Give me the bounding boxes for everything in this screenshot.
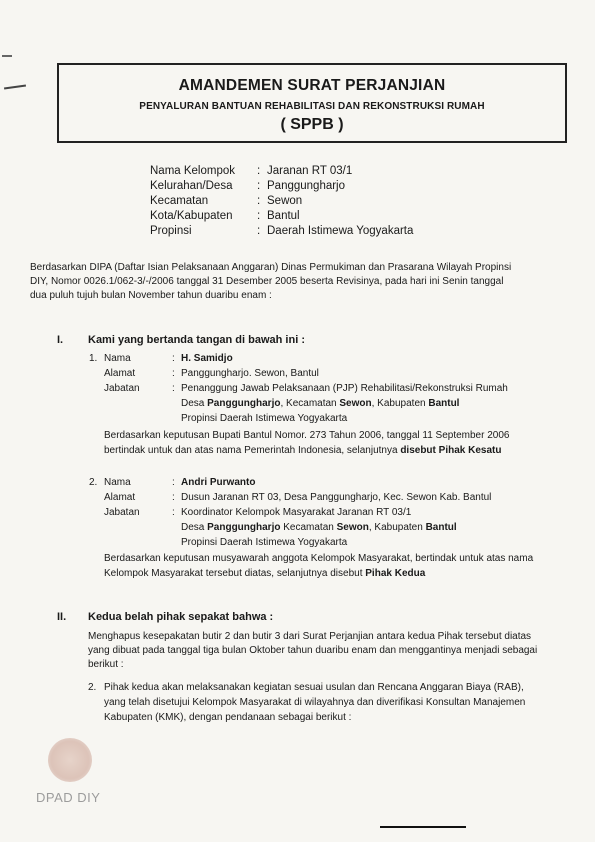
info-colon: : xyxy=(257,210,261,222)
party-field-label: Jabatan xyxy=(104,383,140,394)
party-basis: Berdasarkan keputusan musyawarah anggota Kelompok Masyarakat, bertindak untuk atas nama xyxy=(104,553,534,564)
title-box xyxy=(57,63,567,143)
party-position: Penanggung Jawab Pelaksanaan (PJP) Rehabilitasi/Rekonstruksi Rumah xyxy=(181,383,508,394)
section-paragraph-line: yang dibuat pada tanggal tiga bulan Oktober tahun duaribu enam dan menggantinya menjadi sebagai xyxy=(88,645,538,656)
document-subtitle: PENYALURAN BANTUAN REHABILITASI DAN REKONSTRUKSI RUMAH xyxy=(139,101,485,112)
party-field-label: Nama xyxy=(104,477,131,488)
info-value: Daerah Istimewa Yogyakarta xyxy=(267,225,414,237)
item-line: Pihak kedua akan melaksanakan kegiatan sesuai usulan dan Rencana Anggaran Biaya (RAB), xyxy=(104,682,524,693)
party-number: 1. xyxy=(89,353,98,364)
party-position-province: Propinsi Daerah Istimewa Yogyakarta xyxy=(181,413,348,424)
info-value: Bantul xyxy=(267,210,300,222)
info-label: Kelurahan/Desa xyxy=(150,180,233,192)
party-colon: : xyxy=(172,477,175,488)
info-label: Nama Kelompok xyxy=(150,165,236,177)
party-basis: bertindak untuk dan atas nama Pemerintah Indonesia, selanjutnya disebut Pihak Kesatu xyxy=(104,445,502,456)
stamp-seal xyxy=(48,738,92,782)
party-colon: : xyxy=(172,507,175,518)
intro-line: Berdasarkan DIPA (Daftar Isian Pelaksanaan Anggaran) Dinas Permukiman dan Prasarana Wilayah Propinsi xyxy=(30,262,512,273)
intro-line: DIY, Nomor 0026.1/062-3/-/2006 tanggal 31 Desember 2005 beserta Revisinya, pada hari ini Senin tanggal xyxy=(30,276,504,287)
party-field-label: Alamat xyxy=(104,492,136,503)
info-colon: : xyxy=(257,195,261,207)
info-label: Kota/Kabupaten xyxy=(150,210,233,222)
info-colon: : xyxy=(257,225,261,237)
section-title: Kedua belah pihak sepakat bahwa : xyxy=(88,611,274,623)
party-colon: : xyxy=(172,492,175,503)
party-position-location: Desa Panggungharjo, Kecamatan Sewon, Kabupaten Bantul xyxy=(181,398,460,409)
section-title: Kami yang bertanda tangan di bawah ini : xyxy=(88,334,305,346)
party-field-label: Jabatan xyxy=(104,507,140,518)
party-position-location: Desa Panggungharjo Kecamatan Sewon, Kabupaten Bantul xyxy=(181,522,457,533)
section-paragraph-line: berikut : xyxy=(88,659,124,670)
party-position: Koordinator Kelompok Masyarakat Jaranan RT 03/1 xyxy=(181,507,412,518)
info-label: Propinsi xyxy=(150,225,192,237)
info-value: Panggungharjo xyxy=(267,180,346,192)
info-label: Kecamatan xyxy=(150,195,209,207)
party-basis: Kelompok Masyarakat tersebut diatas, selanjutnya disebut Pihak Kedua xyxy=(104,568,426,579)
scan-artifact xyxy=(4,84,26,89)
document-title: AMANDEMEN SURAT PERJANJIAN xyxy=(178,77,446,94)
section-paragraph-line: Menghapus kesepakatan butir 2 dan butir 3 dari Surat Perjanjian antara kedua Pihak tersebut diatas xyxy=(88,631,532,642)
party-colon: : xyxy=(172,383,175,394)
party-number: 2. xyxy=(89,477,98,488)
party-basis: Berdasarkan keputusan Bupati Bantul Nomor. 273 Tahun 2006, tanggal 11 September 2006 xyxy=(104,430,510,441)
document-code: ( SPPB ) xyxy=(280,116,344,133)
scan-artifact xyxy=(2,55,12,57)
watermark: DPAD DIY xyxy=(36,790,101,805)
section-number: I. xyxy=(57,334,64,346)
party-position-province: Propinsi Daerah Istimewa Yogyakarta xyxy=(181,537,348,548)
intro-line: dua puluh tujuh bulan November tahun duaribu enam : xyxy=(30,290,272,301)
party-field-label: Alamat xyxy=(104,368,136,379)
info-value: Sewon xyxy=(267,195,303,207)
party-colon: : xyxy=(172,353,175,364)
item-line: Kabupaten (KMK), dengan pendanaan sebagai berikut : xyxy=(104,712,352,723)
item-line: yang telah disetujui Kelompok Masyarakat di wilayahnya dan diverifikasi Konsultan Manajemen xyxy=(104,697,526,708)
party-field-label: Nama xyxy=(104,353,131,364)
item-number: 2. xyxy=(88,682,97,693)
info-colon: : xyxy=(257,165,261,177)
party-address: Panggungharjo. Sewon, Bantul xyxy=(181,368,319,379)
footer-rule xyxy=(380,826,466,828)
info-colon: : xyxy=(257,180,261,192)
party-colon: : xyxy=(172,368,175,379)
section-number: II. xyxy=(57,611,67,623)
info-value: Jaranan RT 03/1 xyxy=(267,165,353,177)
party-address: Dusun Jaranan RT 03, Desa Panggungharjo, Kec. Sewon Kab. Bantul xyxy=(181,492,492,503)
party-name: H. Samidjo xyxy=(181,353,233,364)
party-name: Andri Purwanto xyxy=(181,477,256,488)
